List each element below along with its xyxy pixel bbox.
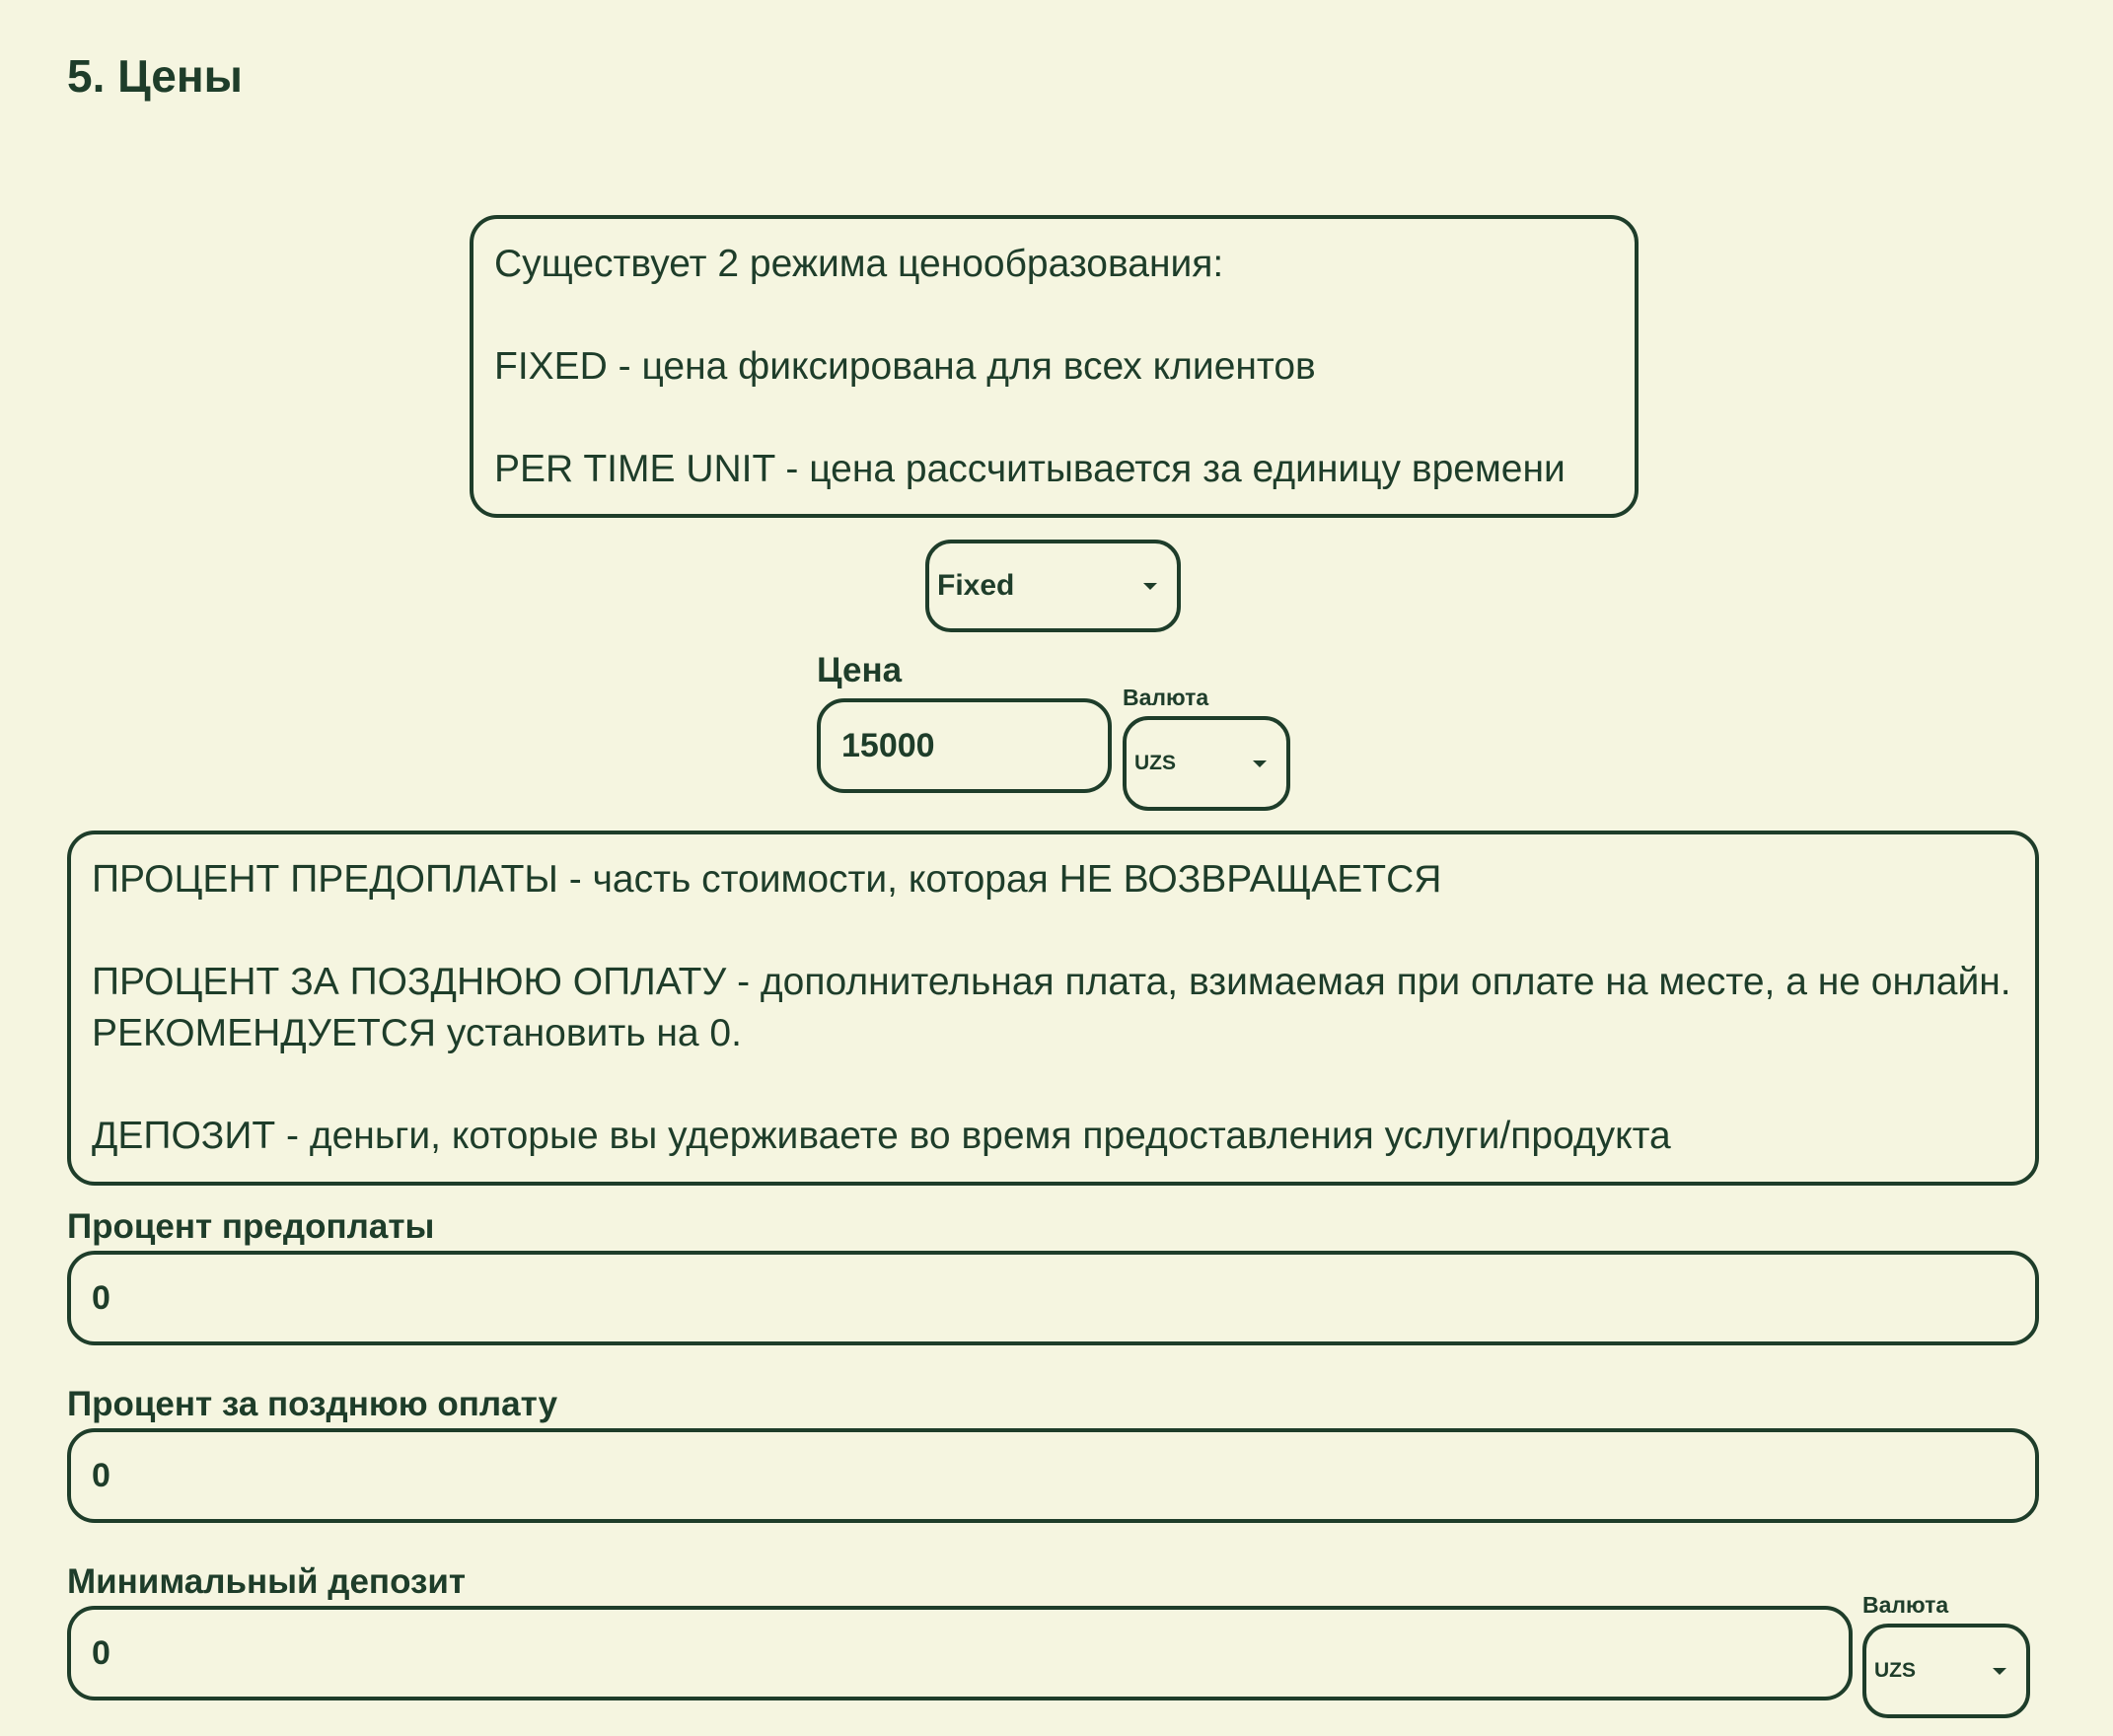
pricing-info-line-3: PER TIME UNIT - цена рассчитывается за единицу времени — [494, 448, 1566, 490]
prepayment-input[interactable] — [67, 1251, 2039, 1345]
prepayment-label: Процент предоплаты — [67, 1207, 435, 1246]
deposit-currency-select[interactable] — [1862, 1624, 2030, 1718]
late-payment-input[interactable] — [67, 1428, 2039, 1523]
payment-info-line-1: ПРОЦЕНТ ПРЕДОПЛАТЫ - часть стоимости, которая НЕ ВОЗВРАЩАЕТСЯ — [92, 858, 1442, 901]
price-currency-select[interactable] — [1123, 716, 1290, 811]
chevron-down-icon — [1143, 583, 1157, 590]
chevron-down-icon — [1993, 1668, 2006, 1675]
deposit-currency-label: Валюта — [1862, 1592, 1949, 1618]
deposit-label: Минимальный депозит — [67, 1562, 467, 1601]
price-label: Цена — [817, 651, 903, 689]
payment-info-box — [67, 831, 2039, 1186]
pricing-mode-select[interactable] — [925, 540, 1181, 632]
section-title: 5. Цены — [67, 50, 243, 102]
pricing-info-line-2: FIXED - цена фиксирована для всех клиентов — [494, 345, 1316, 388]
pricing-info-line-1: Существует 2 режима ценообразования: — [494, 243, 1224, 285]
pricing-mode-value: Fixed — [937, 569, 1015, 602]
price-currency-label: Валюта — [1123, 685, 1209, 710]
payment-info-line-3: ДЕПОЗИТ - деньги, которые вы удерживаете во время предоставления услуги/продукта — [92, 1115, 1671, 1157]
pricing-mode-info-box — [470, 215, 1639, 518]
deposit-currency-value: UZS — [1874, 1659, 1916, 1682]
late-payment-label: Процент за позднюю оплату — [67, 1385, 558, 1423]
payment-info-line-2: ПРОЦЕНТ ЗА ПОЗДНЮЮ ОПЛАТУ - дополнительная плата, взимаемая при оплате на месте, а не онлайн. РЕКОМЕНДУЕТСЯ установить на 0. — [92, 961, 2011, 1054]
price-input[interactable] — [817, 698, 1112, 793]
chevron-down-icon — [1253, 760, 1267, 767]
deposit-input[interactable] — [67, 1606, 1853, 1700]
price-currency-value: UZS — [1134, 752, 1176, 774]
